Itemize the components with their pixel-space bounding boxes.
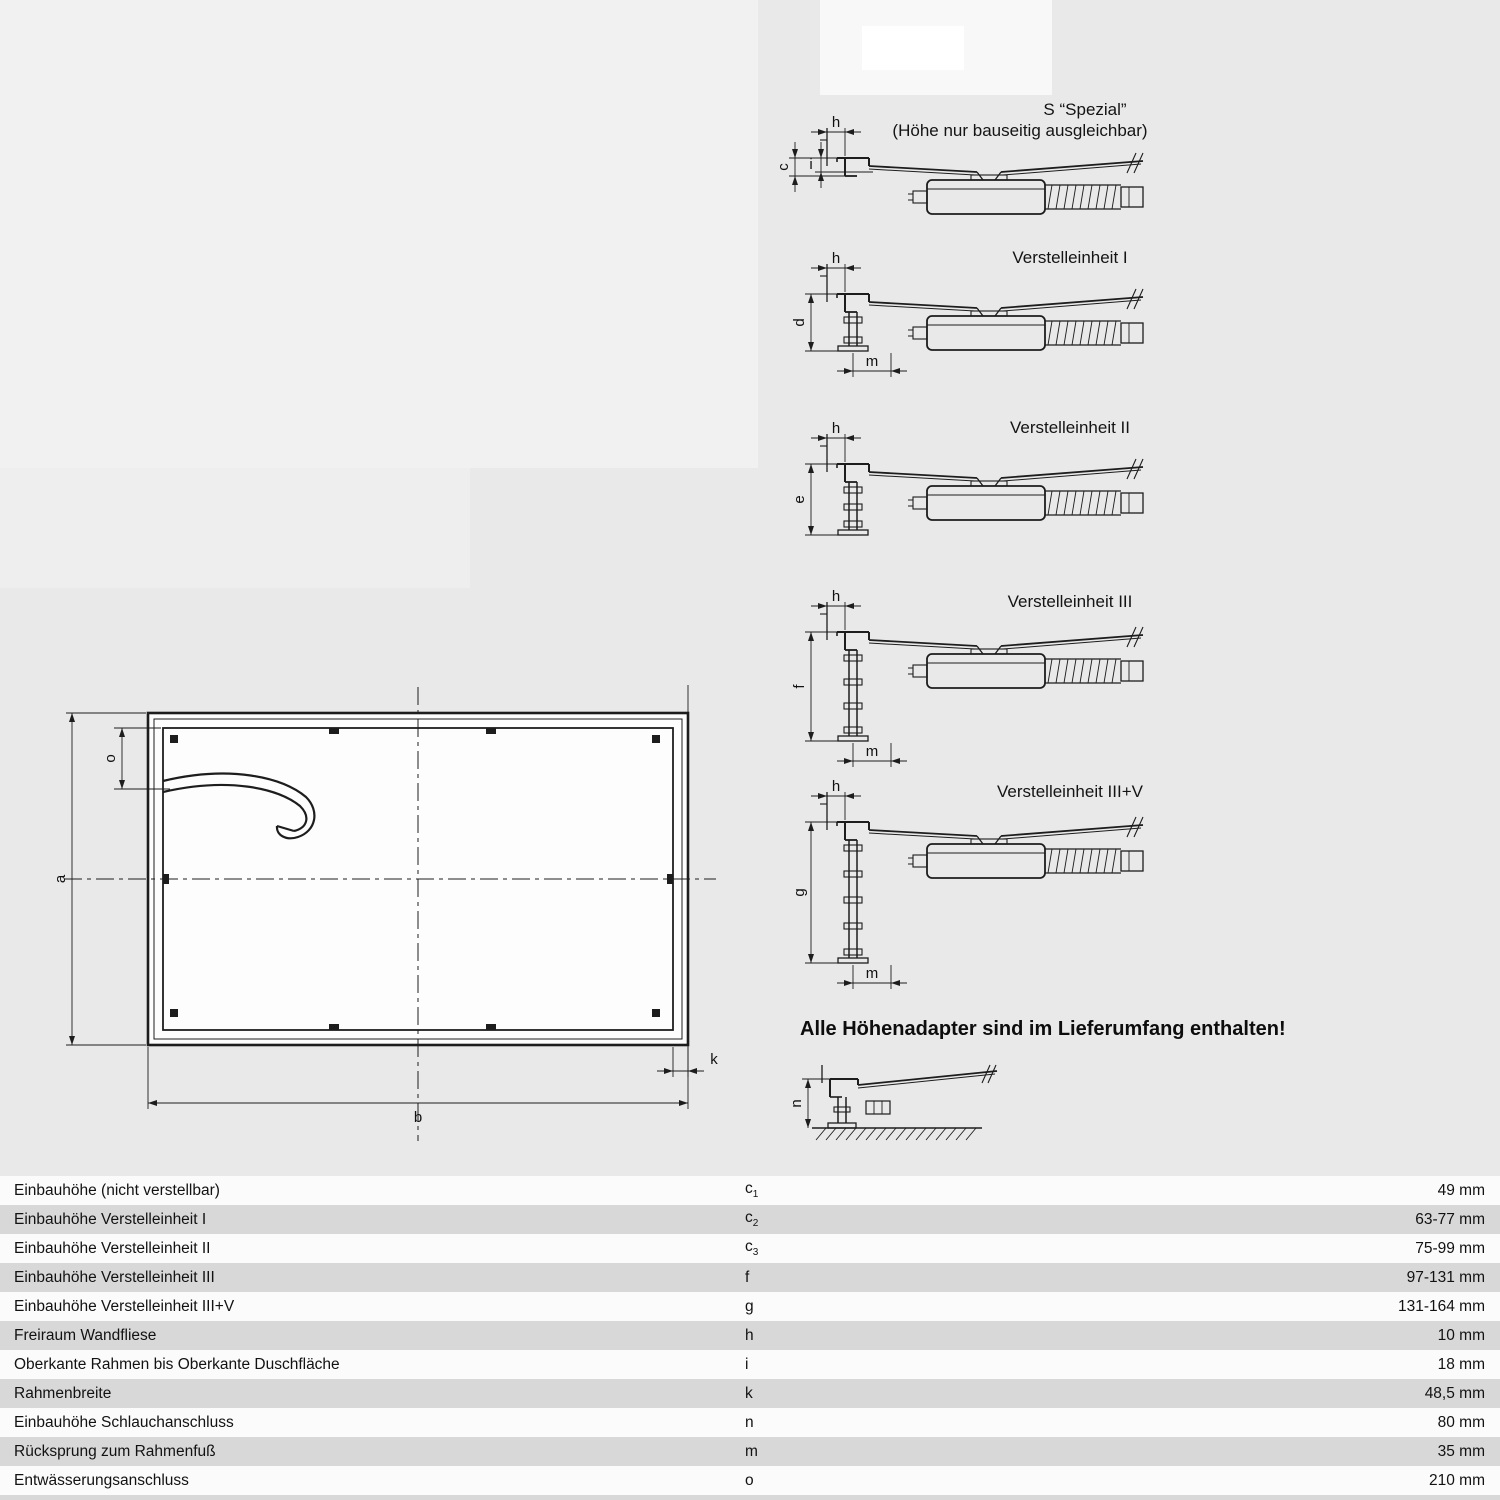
cross-section-verstelleinheit-2	[775, 418, 1175, 553]
background-patch	[0, 468, 470, 588]
cross-section-verstelleinheit-3	[775, 588, 1175, 782]
row-value: 97-131 mm	[1406, 1268, 1485, 1286]
drawing-title: S “Spezial”	[1043, 100, 1127, 119]
dim-label-o: o	[102, 754, 119, 763]
row-value: 10 mm	[1437, 1326, 1485, 1344]
row-symbol: f	[745, 1268, 750, 1286]
table-row	[0, 1466, 1500, 1495]
dim-label-f: f	[791, 684, 808, 689]
dim-label-n: n	[788, 1099, 805, 1108]
dim-label-h: h	[831, 114, 841, 131]
row-symbol: $c_2$	[745, 1209, 759, 1230]
plan-view-drawing	[30, 685, 750, 1145]
drawing-verstelleinheit-3	[775, 588, 1175, 787]
row-label: Einbauhöhe Verstelleinheit I	[14, 1210, 207, 1228]
table-row	[0, 1292, 1500, 1321]
dim-label-k: k	[710, 1051, 718, 1068]
included-note: Alle Höhenadapter sind im Lieferumfang enthalten!	[800, 1018, 1286, 1040]
table-row	[0, 1176, 1500, 1205]
row-value: 63-77 mm	[1415, 1210, 1485, 1228]
row-value: 131-164 mm	[1397, 1297, 1485, 1315]
dim-label-a: a	[52, 874, 69, 884]
spec-table	[0, 1176, 1500, 1495]
dim-label-b: b	[413, 1109, 423, 1126]
drawing-title: Verstelleinheit II	[1009, 418, 1130, 437]
row-value: 80 mm	[1437, 1413, 1485, 1431]
drawing-title: Verstelleinheit III+V	[996, 782, 1143, 801]
table-row	[0, 1437, 1500, 1466]
row-symbol: k	[745, 1384, 753, 1402]
table-row	[0, 1263, 1500, 1292]
table-row	[0, 1408, 1500, 1437]
row-symbol: $c_3$	[745, 1238, 759, 1259]
row-symbol: o	[745, 1471, 754, 1489]
row-label: Freiraum Wandfliese	[14, 1326, 157, 1344]
row-symbol: h	[745, 1326, 754, 1344]
drawing-hose-detail	[788, 1053, 1032, 1168]
dim-label-h: h	[831, 778, 841, 795]
drawing-title: Verstelleinheit III	[1007, 592, 1133, 611]
table-row	[0, 1379, 1500, 1408]
row-label: Einbauhöhe Verstelleinheit II	[14, 1239, 211, 1257]
cross-section-verstelleinheit-3v	[775, 778, 1175, 1002]
background-patch	[0, 0, 758, 468]
dim-label-i: i	[809, 156, 813, 173]
row-symbol: m	[745, 1442, 758, 1460]
cross-section-spezial	[775, 100, 1175, 250]
row-symbol: g	[745, 1297, 754, 1315]
row-value: 48,5 mm	[1424, 1384, 1485, 1402]
drawing-plan-view	[30, 685, 750, 1145]
row-label: Oberkante Rahmen bis Oberkante Duschfläche	[14, 1355, 340, 1373]
row-label: Rücksprung zum Rahmenfuß	[14, 1442, 216, 1460]
hose-detail-drawing	[788, 1053, 1032, 1168]
row-label: Einbauhöhe Verstelleinheit III	[14, 1268, 215, 1286]
drawing-title: Verstelleinheit I	[1012, 248, 1128, 267]
dim-label-e: e	[791, 495, 808, 504]
row-label: Einbauhöhe Verstelleinheit III+V	[14, 1297, 235, 1315]
cross-section-verstelleinheit-1	[775, 248, 1175, 393]
row-symbol: i	[745, 1355, 749, 1373]
dim-label-m: m	[865, 743, 879, 760]
table-row	[0, 1350, 1500, 1379]
dim-label-d: d	[791, 318, 808, 327]
row-symbol: n	[745, 1413, 754, 1431]
table-row	[0, 1205, 1500, 1234]
dim-label-c: c	[775, 163, 792, 171]
dim-label-h: h	[831, 588, 841, 605]
dim-label-m: m	[865, 965, 879, 982]
row-label: Entwässerungsanschluss	[14, 1471, 189, 1489]
row-value: 75-99 mm	[1415, 1239, 1485, 1257]
drawing-verstelleinheit-2	[775, 418, 1175, 568]
dim-label-g: g	[791, 888, 808, 897]
row-label: Rahmenbreite	[14, 1384, 112, 1402]
drawing-subtitle: (Höhe nur bauseitig ausgleichbar)	[892, 121, 1148, 140]
dim-label-h: h	[831, 420, 841, 437]
dim-label-h: h	[831, 250, 841, 267]
row-value: 18 mm	[1437, 1355, 1485, 1373]
bottom-strip	[0, 1495, 1500, 1500]
background-patch	[862, 26, 964, 70]
table-row	[0, 1321, 1500, 1350]
row-value: 35 mm	[1437, 1442, 1485, 1460]
drawing-verstelleinheit-1	[775, 248, 1175, 408]
row-value: 49 mm	[1437, 1181, 1485, 1199]
drawing-verstelleinheit-3v	[775, 778, 1175, 1007]
row-label: Einbauhöhe Schlauchanschluss	[14, 1413, 234, 1431]
row-symbol: $c_1$	[745, 1180, 759, 1201]
row-label: Einbauhöhe (nicht verstellbar)	[14, 1181, 220, 1199]
table-row	[0, 1234, 1500, 1263]
row-value: 210 mm	[1429, 1471, 1485, 1489]
dim-label-m: m	[865, 353, 879, 370]
